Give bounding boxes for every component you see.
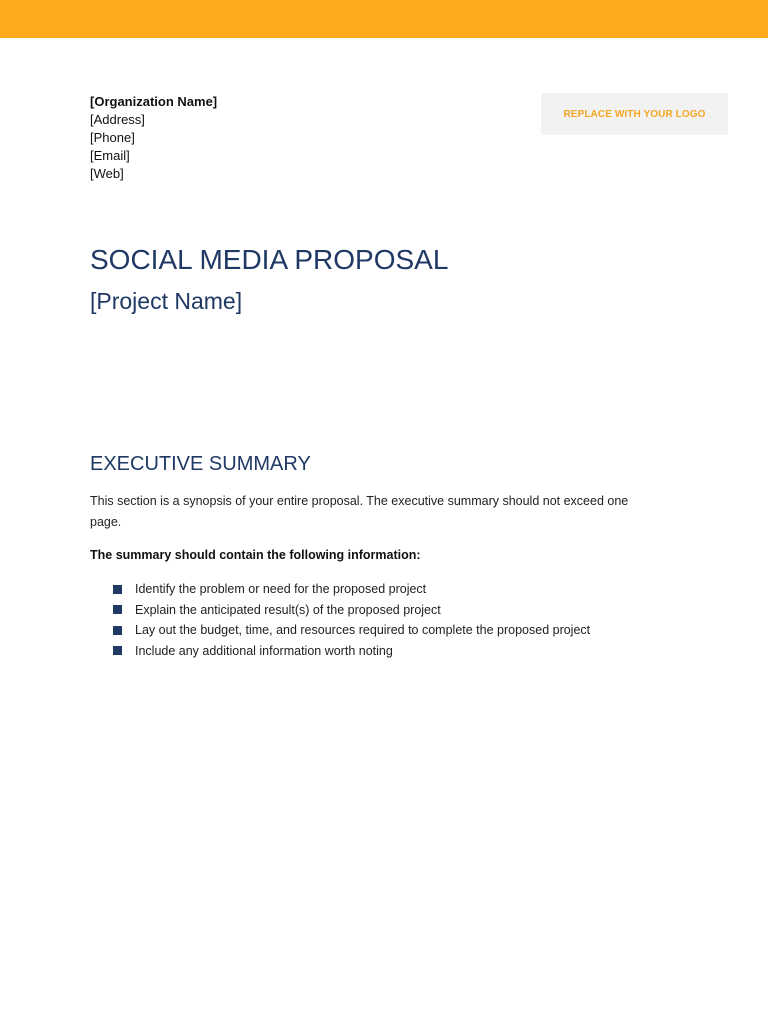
organization-name: [Organization Name] [90, 94, 218, 109]
top-accent-bar [0, 0, 768, 38]
logo-placeholder [541, 93, 728, 135]
organization-web: [Web] [90, 166, 124, 181]
document-title: SOCIAL MEDIA PROPOSAL [90, 244, 449, 275]
executive-summary-paragraph: This section is a synopsis of your entire proposal. The executive summary should not exceed one page. [90, 494, 629, 529]
list-item [113, 620, 590, 641]
list-item [113, 579, 590, 600]
list-item-text: Lay out the budget, time, and resources required to complete the proposed project [135, 623, 591, 638]
executive-summary-heading: EXECUTIVE SUMMARY [90, 453, 311, 475]
executive-summary-bullet-list [113, 579, 590, 661]
list-item-text: Include any additional information worth noting [135, 643, 393, 658]
list-item-text: Identify the problem or need for the proposed project [135, 582, 427, 597]
organization-info [90, 93, 217, 183]
square-bullet-icon [113, 605, 122, 614]
list-item-text: Explain the anticipated result(s) of the proposed project [135, 602, 441, 617]
organization-phone: [Phone] [90, 130, 135, 145]
executive-summary-bold-line: The summary should contain the following information: [90, 548, 421, 562]
organization-address: [Address] [90, 112, 145, 127]
project-name: [Project Name] [90, 288, 243, 314]
square-bullet-icon [113, 585, 122, 594]
square-bullet-icon [113, 626, 122, 635]
list-item [113, 600, 590, 621]
list-item [113, 641, 590, 662]
logo-placeholder-label: REPLACE WITH YOUR LOGO [563, 108, 706, 120]
organization-email: [Email] [90, 148, 130, 163]
square-bullet-icon [113, 646, 122, 655]
